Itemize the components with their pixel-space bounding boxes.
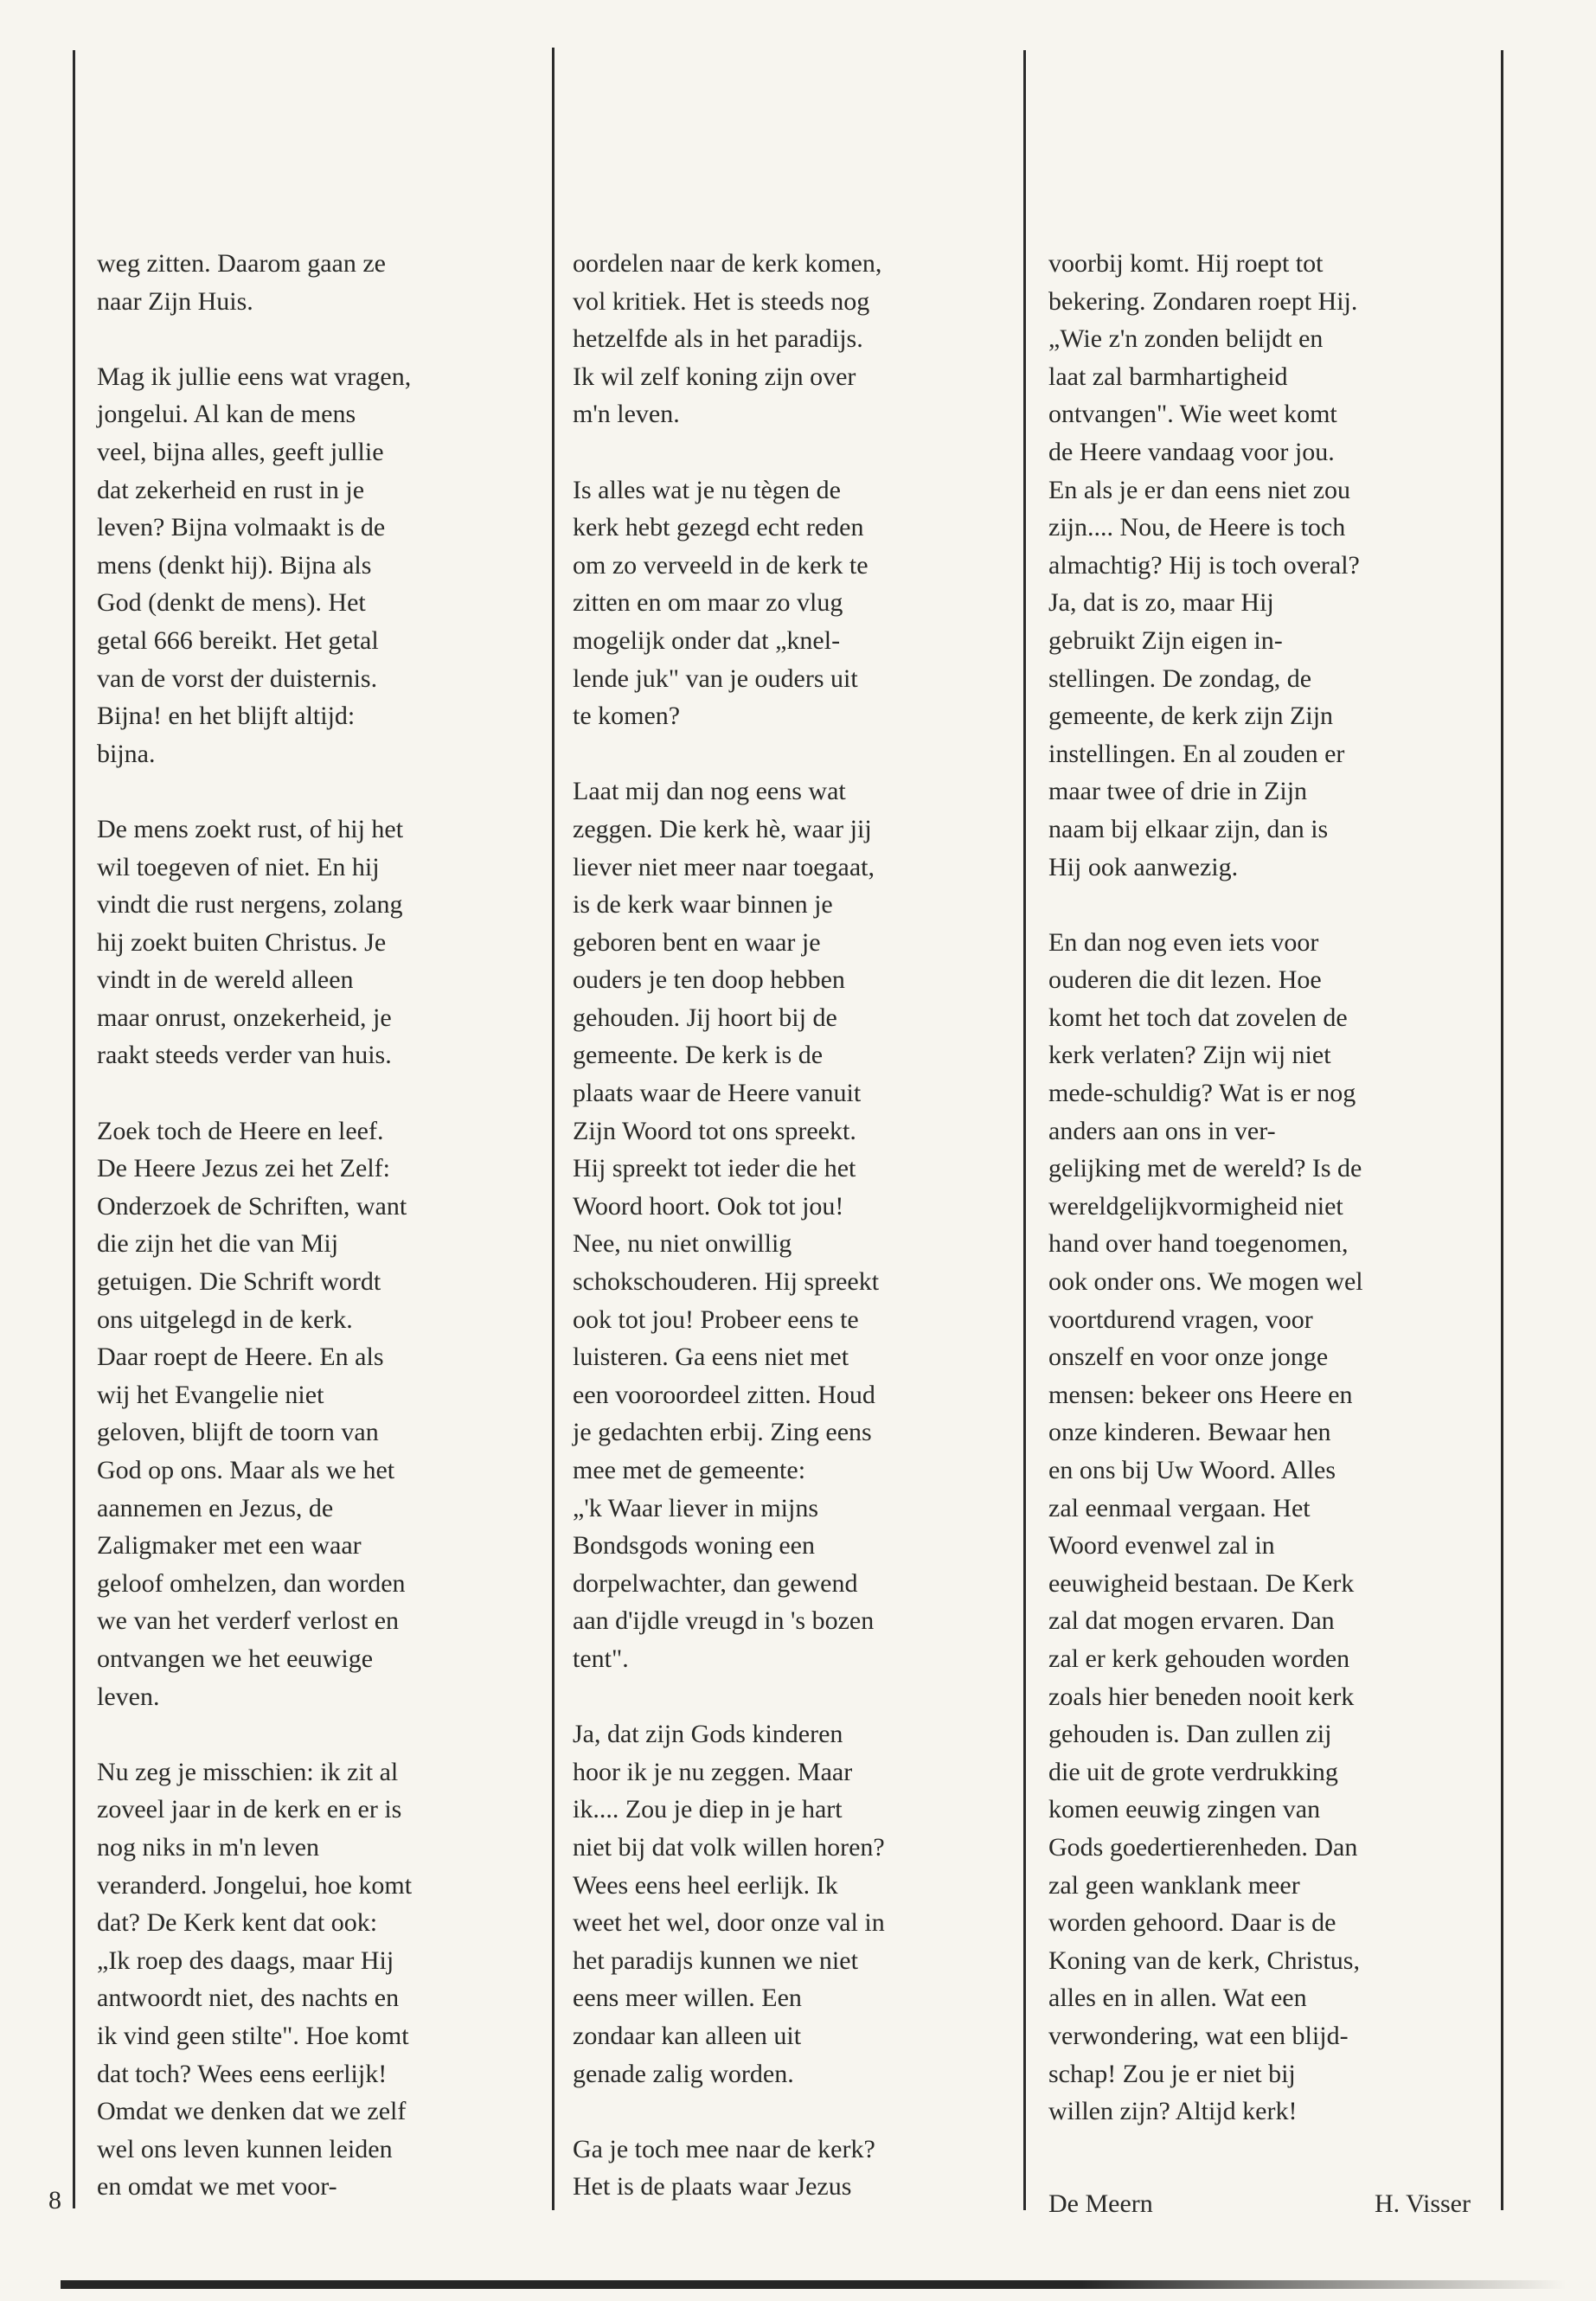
text-line: Mag ik jullie eens wat vragen, <box>97 362 412 391</box>
text-line: ik.... Zou je diep in je hart <box>573 1795 843 1824</box>
text-line: Zijn Woord tot ons spreekt. <box>573 1116 856 1145</box>
text-line: zal er kerk gehouden worden <box>1048 1644 1350 1673</box>
text-line: „'k Waar liever in mijns <box>573 1493 819 1522</box>
paragraph <box>97 811 529 1074</box>
text-line: getal 666 bereikt. Het getal <box>97 625 379 655</box>
text-line: Daar roept de Heere. En als <box>97 1343 384 1372</box>
text-line: dat zekerheid en rust in je <box>97 475 365 504</box>
text-line: gehouden. Jij hoort bij de <box>573 1003 837 1032</box>
text-line: genade zalig worden. <box>573 2059 794 2088</box>
text-line: ook onder ons. We mogen wel <box>1048 1267 1363 1297</box>
text-line: gemeente, de kerk zijn Zijn <box>1048 702 1334 731</box>
text-line: de Heere vandaag voor jou. <box>1048 437 1335 466</box>
text-line: kerk hebt gezegd echt reden <box>573 513 864 542</box>
text-line: Zaligmaker met een waar <box>97 1531 362 1561</box>
text-line: mensen: bekeer ons Heere en <box>1048 1380 1353 1409</box>
text-line: Bondsgods woning een <box>573 1531 815 1561</box>
text-line: Nee, nu niet onwillig <box>573 1229 792 1259</box>
text-line: zal dat mogen ervaren. Dan <box>1048 1606 1335 1636</box>
text-line: geloof omhelzen, dan worden <box>97 1568 406 1598</box>
text-line: oordelen naar de kerk komen, <box>573 249 882 278</box>
text-line: Het is de plaats waar Jezus <box>573 2172 852 2202</box>
text-line: het paradijs kunnen we niet <box>573 1945 858 1975</box>
paragraph <box>573 471 1005 735</box>
text-line: Omdat we denken dat we zelf <box>97 2097 407 2126</box>
text-line: De mens zoekt rust, of hij het <box>97 814 404 843</box>
text-line: naar Zijn Huis. <box>97 286 253 316</box>
text-line: wel ons leven kunnen leiden <box>97 2134 393 2163</box>
text-line: ik vind geen stilte". Hoe komt <box>97 2021 409 2050</box>
text-line: En dan nog even iets voor <box>1048 927 1319 957</box>
text-column-1 <box>97 245 529 2206</box>
text-line: hoor ik je nu zeggen. Maar <box>573 1757 853 1786</box>
text-line: De Heere Jezus zei het Zelf: <box>97 1154 390 1183</box>
text-line: Wees eens heel eerlijk. Ik <box>573 1870 838 1900</box>
text-line: God (denkt de mens). Het <box>97 588 366 618</box>
text-line: een vooroordeel zitten. Houd <box>573 1380 875 1409</box>
text-line: mede-schuldig? Wat is er nog <box>1048 1079 1356 1108</box>
text-line: maar twee of drie in Zijn <box>1048 777 1308 806</box>
text-line: zitten en om maar zo vlug <box>573 588 843 618</box>
text-line: nog niks in m'n leven <box>97 1832 320 1862</box>
text-line: verwondering, wat een blijd- <box>1048 2021 1349 2050</box>
text-line: Zoek toch de Heere en leef. <box>97 1116 384 1145</box>
text-line: anders aan ons in ver- <box>1048 1116 1276 1145</box>
paragraph <box>573 1715 1005 2093</box>
text-line: mee met de gemeente: <box>573 1456 806 1484</box>
paragraph <box>573 245 1005 433</box>
text-line: hand over hand toegenomen, <box>1048 1229 1349 1259</box>
text-line: mogelijk onder dat „knel- <box>573 625 841 655</box>
text-line: eeuwigheid bestaan. De Kerk <box>1048 1568 1355 1598</box>
text-line: veranderd. Jongelui, hoe komt <box>97 1870 413 1900</box>
text-line: bijna. <box>97 739 156 768</box>
paragraph <box>1048 245 1481 886</box>
text-line: weg zitten. Daarom gaan ze <box>97 249 386 278</box>
text-line: dat toch? Wees eens eerlijk! <box>97 2059 388 2088</box>
paragraph <box>97 1112 529 1716</box>
text-line: lende juk" van je ouders uit <box>573 663 858 693</box>
text-line: onze kinderen. Bewaar hen <box>1048 1418 1331 1447</box>
paragraph <box>1048 924 1481 2131</box>
text-line: Bijna! en het blijft altijd: <box>97 702 356 731</box>
text-line: mens (denkt hij). Bijna als <box>97 550 372 580</box>
text-line: Ik wil zelf koning zijn over <box>573 362 856 391</box>
text-line: Koning van de kerk, Christus, <box>1048 1945 1360 1975</box>
text-line: God op ons. Maar als we het <box>97 1456 395 1484</box>
text-line: zeggen. Die kerk hè, waar jij <box>573 814 872 843</box>
text-line: die zijn het die van Mij <box>97 1229 339 1259</box>
text-line: „Ik roep des daags, maar Hij <box>97 1945 394 1975</box>
text-line: niet bij dat volk willen horen? <box>573 1832 885 1862</box>
text-line: En als je er dan eens niet zou <box>1048 475 1351 504</box>
text-line: zoals hier beneden nooit kerk <box>1048 1682 1355 1711</box>
text-line: zondaar kan alleen uit <box>573 2021 802 2050</box>
text-line: ook tot jou! Probeer eens te <box>573 1304 859 1334</box>
text-line: wij het Evangelie niet <box>97 1380 324 1409</box>
text-line: gelijking met de wereld? Is de <box>1048 1154 1362 1183</box>
text-line: „Wie z'n zonden belijdt en <box>1048 324 1324 354</box>
column-rule-middle-right <box>1023 50 1026 2210</box>
text-line: voortdurend vragen, voor <box>1048 1304 1313 1334</box>
text-line: Is alles wat je nu tègen de <box>573 475 841 504</box>
text-line: en ons bij Uw Woord. Alles <box>1048 1456 1336 1484</box>
text-line: zal eenmaal vergaan. Het <box>1048 1493 1311 1522</box>
text-line: je gedachten erbij. Zing eens <box>573 1418 872 1447</box>
text-line: laat zal barmhartigheid <box>1048 362 1288 391</box>
text-line: Woord evenwel zal in <box>1048 1531 1275 1561</box>
text-line: voorbij komt. Hij roept tot <box>1048 249 1324 278</box>
text-line: dat? De Kerk kent dat ook: <box>97 1908 378 1938</box>
text-line: willen zijn? Altijd kerk! <box>1048 2097 1298 2126</box>
text-line: Gods goedertierenheden. Dan <box>1048 1832 1358 1862</box>
text-line: liever niet meer naar toegaat, <box>573 852 875 881</box>
page-number: 8 <box>48 2186 61 2214</box>
text-line: plaats waar de Heere vanuit <box>573 1079 862 1108</box>
signature <box>1048 2185 1471 2223</box>
text-line: tent". <box>573 1644 629 1673</box>
text-line: schap! Zou je er niet bij <box>1048 2059 1296 2088</box>
text-column-2 <box>573 245 1005 2206</box>
text-line: alles en in allen. Wat een <box>1048 1984 1307 2013</box>
text-line: geboren bent en waar je <box>573 927 821 957</box>
text-line: om zo verveeld in de kerk te <box>573 550 869 580</box>
text-line: en omdat we met voor- <box>97 2172 337 2202</box>
text-line: Onderzoek de Schriften, want <box>97 1191 407 1221</box>
text-line: Ja, dat zijn Gods kinderen <box>573 1720 843 1749</box>
text-line: wereldgelijkvormigheid niet <box>1048 1191 1343 1221</box>
text-line: onszelf en voor onze jonge <box>1048 1343 1329 1372</box>
text-line: vindt in de wereld alleen <box>97 965 354 995</box>
text-line: die uit de grote verdrukking <box>1048 1757 1338 1786</box>
text-line: is de kerk waar binnen je <box>573 890 833 920</box>
paragraph <box>573 2131 1005 2206</box>
signature-place: De Meern <box>1048 2189 1153 2218</box>
text-line: ons uitgelegd in de kerk. <box>97 1304 353 1334</box>
text-line: maar onrust, onzekerheid, je <box>97 1003 392 1032</box>
paragraph <box>97 245 529 320</box>
text-line: zoveel jaar in de kerk en er is <box>97 1795 402 1824</box>
text-line: veel, bijna alles, geeft jullie <box>97 437 384 466</box>
text-line: Woord hoort. Ook tot jou! <box>573 1191 844 1221</box>
text-line: ontvangen we het eeuwige <box>97 1644 374 1673</box>
text-line: weet het wel, door onze val in <box>573 1908 885 1938</box>
paragraph <box>97 1753 529 2206</box>
text-line: hetzelfde als in het paradijs. <box>573 324 863 354</box>
text-line: ouderen die dit lezen. Hoe <box>1048 965 1322 995</box>
text-line: schokschouderen. Hij spreekt <box>573 1267 880 1297</box>
text-line: jongelui. Al kan de mens <box>97 400 356 429</box>
column-rule-middle-left <box>552 48 554 2210</box>
text-line: ouders je ten doop hebben <box>573 965 845 995</box>
column-rule-left <box>73 50 75 2208</box>
text-line: luisteren. Ga eens niet met <box>573 1343 849 1372</box>
text-line: Hij ook aanwezig. <box>1048 852 1239 881</box>
text-line: gemeente. De kerk is de <box>573 1041 824 1070</box>
text-line: wil toegeven of niet. En hij <box>97 852 380 881</box>
text-line: gebruikt Zijn eigen in- <box>1048 625 1283 655</box>
text-line: getuigen. Die Schrift wordt <box>97 1267 381 1297</box>
text-line: leven? Bijna volmaakt is de <box>97 513 386 542</box>
text-line: te komen? <box>573 702 681 731</box>
text-line: Ja, dat is zo, maar Hij <box>1048 588 1274 618</box>
text-line: zal geen wanklank meer <box>1048 1870 1300 1900</box>
text-line: instellingen. En al zouden er <box>1048 739 1345 768</box>
text-line: zijn.... Nou, de Heere is toch <box>1048 513 1346 542</box>
text-line: worden gehoord. Daar is de <box>1048 1908 1336 1938</box>
text-line: van de vorst der duisternis. <box>97 663 378 693</box>
text-column-3 <box>1048 245 1481 2131</box>
text-line: ontvangen". Wie weet komt <box>1048 400 1337 429</box>
text-line: leven. <box>97 1682 160 1711</box>
signature-author: H. Visser <box>1375 2189 1471 2218</box>
text-line: raakt steeds verder van huis. <box>97 1041 392 1070</box>
text-line: Nu zeg je misschien: ik zit al <box>97 1757 399 1786</box>
text-line: komen eeuwig zingen van <box>1048 1795 1321 1824</box>
text-line: stellingen. De zondag, de <box>1048 663 1312 693</box>
text-line: gehouden is. Dan zullen zij <box>1048 1720 1332 1749</box>
text-line: Ga je toch mee naar de kerk? <box>573 2134 875 2163</box>
text-line: naam bij elkaar zijn, dan is <box>1048 814 1329 843</box>
text-line: vol kritiek. Het is steeds nog <box>573 286 870 316</box>
text-line: almachtig? Hij is toch overal? <box>1048 550 1360 580</box>
text-line: geloven, blijft de toorn van <box>97 1418 379 1447</box>
text-line: aan d'ijdle vreugd in 's bozen <box>573 1606 875 1636</box>
paragraph <box>97 358 529 773</box>
text-line: vindt die rust nergens, zolang <box>97 890 403 920</box>
text-line: komt het toch dat zovelen de <box>1048 1003 1348 1032</box>
text-line: eens meer willen. Een <box>573 1984 802 2013</box>
text-line: dorpelwachter, dan gewend <box>573 1568 858 1598</box>
text-line: m'n leven. <box>573 400 680 429</box>
bottom-border-fade <box>1081 2280 1566 2289</box>
text-line: aannemen en Jezus, de <box>97 1493 334 1522</box>
text-line: we van het verderf verlost en <box>97 1606 400 1636</box>
text-line: antwoordt niet, des nachts en <box>97 1984 400 2013</box>
text-line: bekering. Zondaren roept Hij. <box>1048 286 1358 316</box>
text-line: hij zoekt buiten Christus. Je <box>97 927 387 957</box>
column-rule-right <box>1501 50 1503 2210</box>
text-line: Laat mij dan nog eens wat <box>573 777 846 806</box>
text-line: kerk verlaten? Zijn wij niet <box>1048 1041 1331 1070</box>
paragraph <box>573 772 1005 1677</box>
text-line: Hij spreekt tot ieder die het <box>573 1154 856 1183</box>
